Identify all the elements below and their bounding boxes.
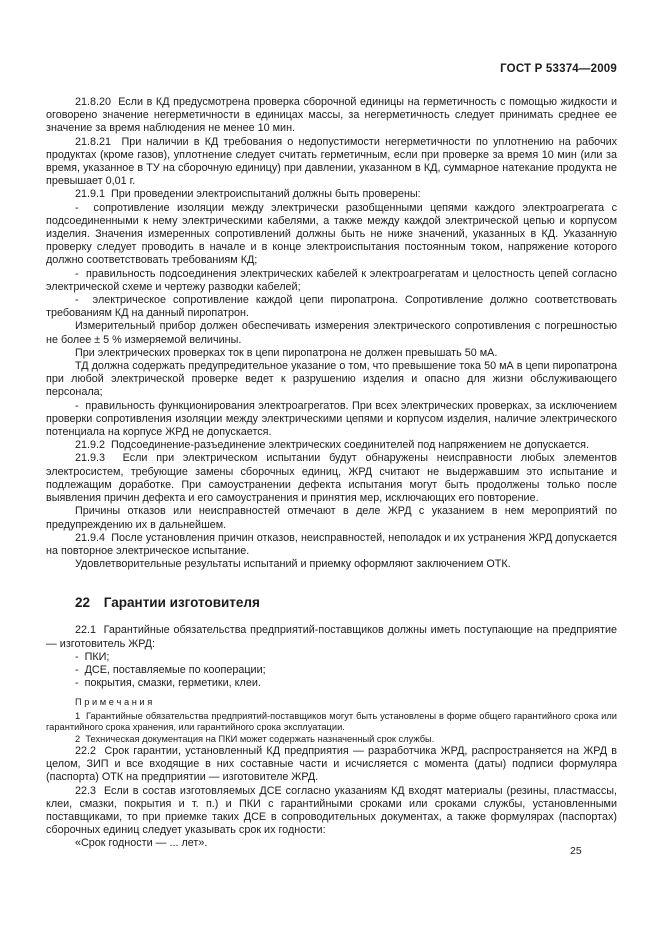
notes-label: П р и м е ч а н и я [75,697,153,708]
list-item-insulation-resistance: - сопротивление изоляции между электрически разобщенными цепями каждого электроагрегата с подсоединенными к нему электрическими кабелями, а также между каждой электрической цепью и корпусом изделия. Значения измеренных сопротивлений должны быть не ниже значений, указанных в КД. Указанную проверку следует проводить в начале и в конце электроиспытания постоянным током, напряжение которого должно соответствовать требованиям КД; [46,201,617,267]
section-heading [46,595,617,611]
section-title: Гарантии изготовителя [103,595,260,611]
clause-22-3: 22.3 Если в состав изготовляемых ДСЕ согласно указаниям КД входят материалы (резины, пластмассы, клеи, смазки, покрытия и т. п.) и ПКИ с гарантийными сроками или сроками службы, установленными поставщиками, то при приемке таких ДСЕ в сопроводительных документах, а также формулярах (паспортах) сборочных единиц следует указывать срок их годности: [46,784,617,837]
section-number: 22 [75,595,91,611]
list-item-unit-functioning: - правильность функционирования электроагрегатов. При всех электрических проверках, за исключением проверки сопротивления изоляции между электрическими цепями и корпусом изделия, наличие электрического потенциала на корпусе ЖРД не допускается. [46,399,617,439]
paragraph-shelf-life-quote: «Срок годности — ... лет». [75,837,208,850]
clause-21-9-4: 21.9.4 После установления причин отказов, неисправностей, неполадок и их устранения ЖРД допускается на повторное электрическое испытание. [46,531,617,557]
page-content [46,62,617,851]
list-item-dse: - ДСЕ, поставляемые по кооперации; [75,663,266,676]
clause-21-9-1: 21.9.1 При проведении электроиспытаний должны быть проверены: [75,188,421,201]
list-item-coatings: - покрытия, смазки, герметики, клеи. [75,677,261,690]
clause-21-9-3: 21.9.3 Если при электрическом испытании будут обнаружены неисправности любых элементов электросистем, требующие замены сборочных единиц, ЖРД считают не выдержавшим это испытание и подлежащим доработке. При самоустранении дефекта испытания могут быть продолжены только после выявления причин дефекта и его самоустранения и принятия мер, исключающих его повторение. [46,452,617,505]
document-code: ГОСТ Р 53374—2009 [500,63,617,75]
list-item-pki: - ПКИ; [75,650,110,663]
list-item-squib-resistance: - электрическое сопротивление каждой цепи пиропатрона. Сопротивление должно соответствовать требованиям КД на данный пиропатрон. [46,294,617,320]
paragraph-failure-causes: Причины отказов или неисправностей отмечают в деле ЖРД с указанием в нем мероприятий по предупреждению их в дальнейшем. [46,505,617,531]
paragraph-td-warning: ТД должна содержать предупредительное указание о том, что превышение тока 50 мА в цепи пиропатрона при любой электрической проверке ведет к разрушению изделия и опасно для жизни обслуживающего персонала; [46,360,617,399]
paragraph-current-limit: При электрических проверках ток в цепи пиропатрона не должен превышать 50 мА. [75,346,498,359]
clause-21-8-20: 21.8.20 Если в КД предусмотрена проверка сборочной единицы на герметичность с помощью жидкости и оговорено значение негерметичности в единицах массы, за негерметичность следует принимать среднее ее значение за время наблюдения не менее 10 мин. [46,96,617,135]
paragraph-measuring-device: Измерительный прибор должен обеспечивать измерения электрического сопротивления с погрешностью не более ± 5 % измеряемой величины. [46,320,617,346]
clause-22-1: 22.1 Гарантийные обязательства предприятий-поставщиков должны иметь поступающие на предприятие — изготовитель ЖРД: [46,624,617,650]
list-item-cable-connection: - правильность подсоединения электрических кабелей к электроагрегатам и целостность цепей согласно электрической схеме и чертежу разводки кабелей; [46,267,617,293]
clause-21-8-21: 21.8.21 При наличии в КД требования о недопустимости негерметичности по уплотнению на рабочих продуктах (кроме газов), уплотнение следует считать герметичным, если при проверке за время 10 мин (или за время, указанное в ТУ на сборочную единицу) при давлении, указанном в КД, суммарное натекание продукта не превышает 0,01 г. [46,135,617,188]
note-item: 1 Гарантийные обязательства предприятий-поставщиков могут быть установлены в форме общего гарантийного срока или гарантийного срока хранения, или гарантийного срока эксплуатации. [46,710,617,733]
clause-22-2: 22.2 Срок гарантии, установленный КД предприятия — разработчика ЖРД, распространяется на ЖРД в целом, ЗИП и все входящие в них составные части и исчисляется с момента (даты) подписи формуляра (паспорта) ОТК на предприятии — изготовителе ЖРД. [46,744,617,784]
page-number: 25 [570,845,582,857]
paragraph-otk-conclusion: Удовлетворительные результаты испытаний и приемку оформляют заключением ОТК. [75,558,511,571]
note-item: 2 Техническая документация на ПКИ может содержать назначенный срок службы. [75,733,435,744]
clause-21-9-2: 21.9.2 Подсоединение-разъединение электрических соединителей под напряжением не допускается. [75,439,590,452]
